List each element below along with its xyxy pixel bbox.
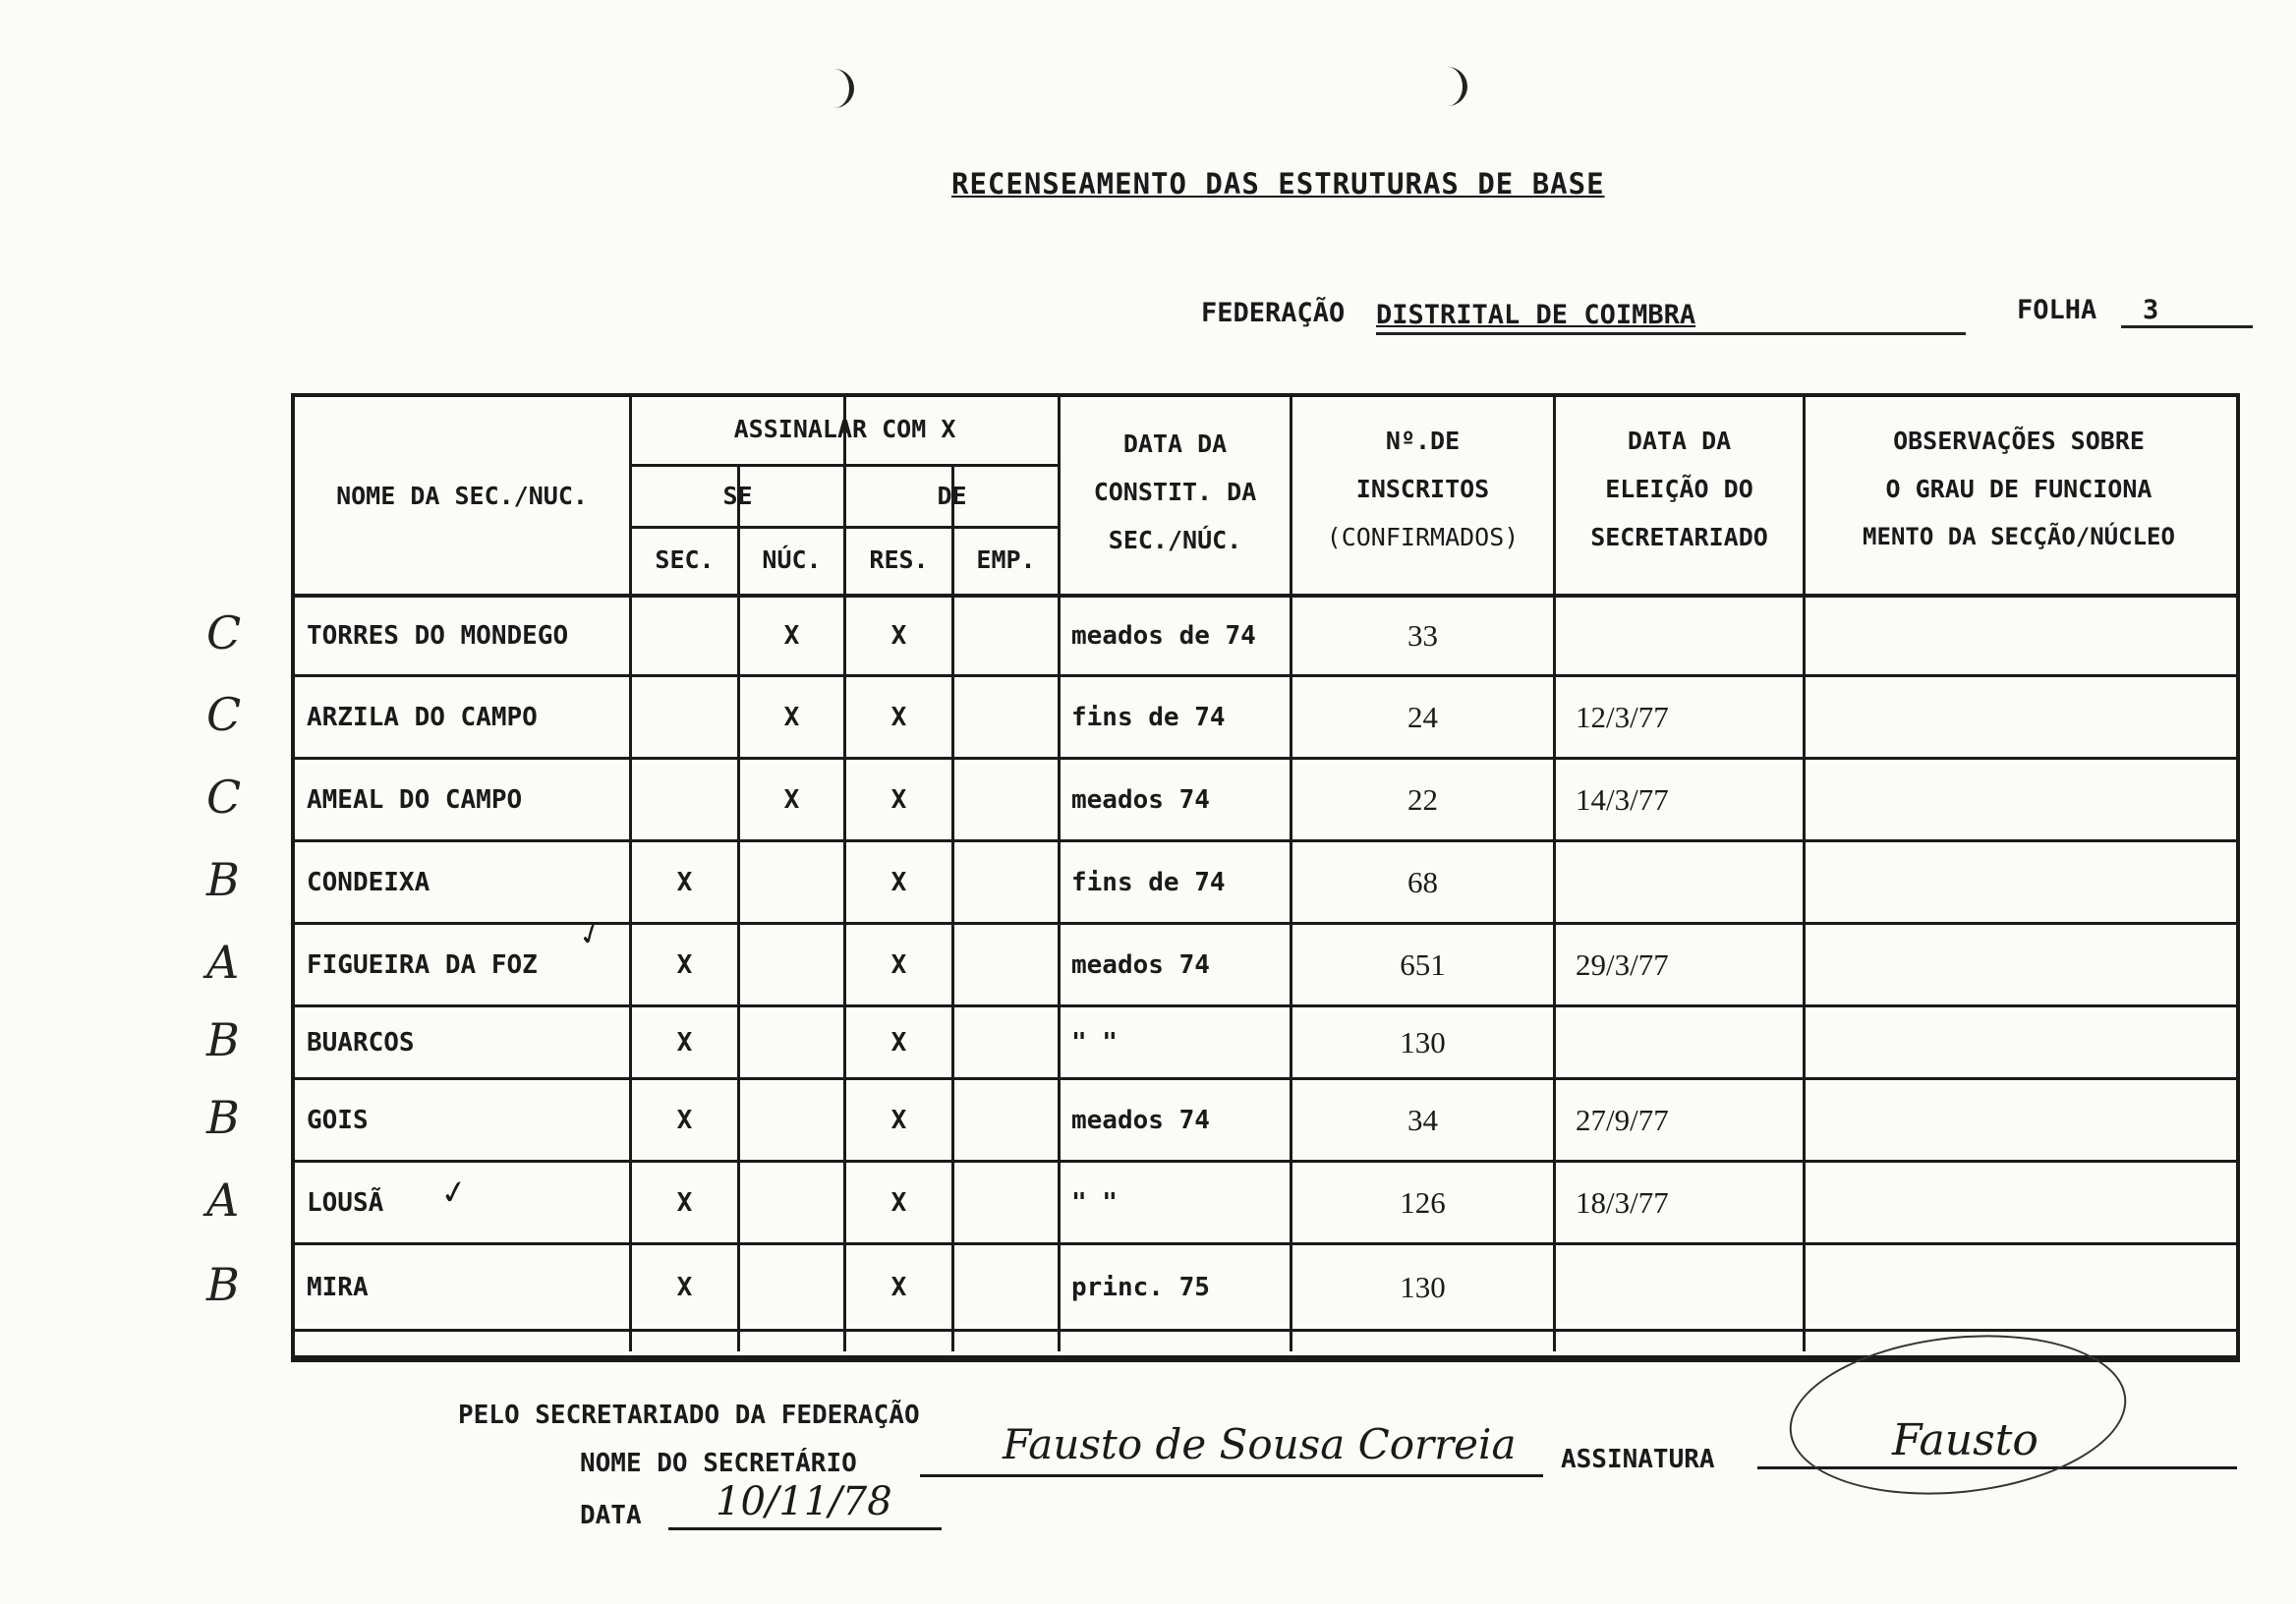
cell-name: MIRA — [307, 1272, 369, 1302]
cell-eleicao: 29/3/77 — [1576, 946, 1669, 982]
margin-class-mark: C — [206, 606, 242, 659]
cell-res: X — [890, 1105, 907, 1135]
header-data-constit-1: DATA DA — [1122, 430, 1228, 458]
cell-res: X — [890, 702, 907, 732]
folha-value: 3 — [2121, 295, 2253, 328]
document-title: RECENSEAMENTO DAS ESTRUTURAS DE BASE — [951, 167, 1605, 200]
hline — [291, 757, 2236, 760]
margin-class-mark: B — [206, 852, 240, 906]
cell-sec: X — [676, 1027, 693, 1058]
cell-eleicao: 14/3/77 — [1576, 781, 1669, 817]
federacao-value: DISTRITAL DE COIMBRA — [1376, 300, 1966, 335]
cell-res: X — [890, 1272, 907, 1302]
cell-inscritos: 130 — [1400, 1269, 1446, 1304]
cell-res: X — [890, 949, 907, 980]
margin-class-mark: B — [206, 1257, 240, 1311]
cell-inscritos: 651 — [1400, 946, 1446, 982]
margin-class-mark: A — [206, 935, 240, 989]
hline — [291, 1242, 2236, 1245]
cell-name: AMEAL DO CAMPO — [307, 784, 523, 815]
cell-constit: " " — [1071, 1027, 1118, 1058]
cell-sec: X — [676, 1187, 693, 1218]
cell-inscritos: 126 — [1400, 1184, 1446, 1220]
cell-eleicao: 27/9/77 — [1576, 1102, 1669, 1137]
hline — [291, 1077, 2236, 1080]
cell-constit: meados 74 — [1071, 1105, 1210, 1135]
checkmark-lousa: ✓ — [438, 1168, 469, 1215]
header-data-constit-3: SEC./NÚC. — [1108, 526, 1242, 554]
hline — [291, 1160, 2236, 1163]
cell-sec: X — [676, 867, 693, 897]
cell-constit: fins de 74 — [1071, 867, 1226, 897]
cell-nuc: X — [783, 702, 800, 732]
header-inscritos-1: Nº.DE — [1385, 427, 1461, 455]
header-eleicao-3: SECRETARIADO — [1590, 523, 1768, 551]
footer-nome-label: NOME DO SECRETÁRIO — [580, 1449, 857, 1478]
cell-inscritos: 130 — [1400, 1024, 1446, 1060]
margin-class-mark: C — [206, 770, 242, 824]
cell-inscritos: 68 — [1407, 864, 1438, 899]
cell-name: BUARCOS — [307, 1027, 415, 1058]
cell-nuc: X — [783, 621, 800, 651]
hline — [291, 839, 2236, 842]
cell-name: TORRES DO MONDEGO — [307, 621, 569, 651]
footer-data-value: 10/11/78 — [716, 1479, 892, 1524]
cell-inscritos: 33 — [1407, 618, 1438, 653]
hline — [291, 1004, 2236, 1007]
hline — [291, 674, 2236, 677]
cell-sec: X — [676, 949, 693, 980]
cell-name: CONDEIXA — [307, 867, 430, 897]
footer-nome-value: Fausto de Sousa Correia — [1003, 1420, 1517, 1468]
cell-constit: meados 74 — [1071, 949, 1210, 980]
header-inscritos-2: INSCRITOS — [1355, 475, 1490, 503]
punch-hole-right — [1427, 67, 1467, 106]
margin-class-mark: A — [206, 1173, 240, 1227]
punch-hole-left — [814, 69, 854, 108]
cell-nuc: X — [783, 784, 800, 815]
cell-eleicao: 18/3/77 — [1576, 1184, 1669, 1220]
folha-label: FOLHA — [2017, 295, 2097, 325]
header-sec: SEC. — [655, 545, 715, 574]
footer-pelo: PELO SECRETARIADO DA FEDERAÇÃO — [458, 1401, 920, 1430]
footer-assinatura-value: Fausto — [1892, 1415, 2038, 1465]
cell-res: X — [890, 621, 907, 651]
footer-assinatura-label: ASSINATURA — [1561, 1445, 1715, 1474]
cell-name: LOUSÃ — [307, 1187, 384, 1218]
cell-name: GOIS — [307, 1105, 369, 1135]
cell-constit: " " — [1071, 1187, 1118, 1218]
header-obs-1: OBSERVAÇÕES SOBRE — [1893, 427, 2145, 455]
header-emp: EMP. — [976, 545, 1036, 574]
margin-class-mark: C — [206, 687, 242, 741]
nome-line — [920, 1474, 1543, 1477]
header-res: RES. — [869, 545, 929, 574]
header-inscritos-3: (CONFIRMADOS) — [1326, 523, 1520, 551]
cell-res: X — [890, 784, 907, 815]
hline — [629, 526, 1058, 529]
cell-sec: X — [676, 1272, 693, 1302]
cell-name: ARZILA DO CAMPO — [307, 702, 538, 732]
header-de: DE — [937, 482, 967, 510]
header-eleicao-2: ELEIÇÃO DO — [1605, 475, 1753, 503]
header-se: SE — [722, 482, 753, 510]
header-assinalar: ASSINALAR COM X — [733, 415, 956, 443]
margin-class-mark: B — [206, 1090, 240, 1144]
hline — [629, 464, 1058, 467]
header-nuc: NÚC. — [762, 545, 822, 574]
header-eleicao-1: DATA DA — [1627, 427, 1732, 455]
cell-constit: meados 74 — [1071, 784, 1210, 815]
hline — [291, 594, 2236, 598]
data-line — [668, 1527, 942, 1530]
cell-res: X — [890, 1187, 907, 1218]
cell-name: FIGUEIRA DA FOZ — [307, 949, 538, 980]
cell-inscritos: 22 — [1407, 781, 1438, 817]
cell-constit: princ. 75 — [1071, 1272, 1210, 1302]
header-obs-3: MENTO DA SECÇÃO/NÚCLEO — [1863, 523, 2175, 550]
cell-res: X — [890, 1027, 907, 1058]
hline — [291, 1329, 2236, 1332]
header-nome: NOME DA SEC./NUC. — [336, 482, 588, 510]
federacao-label: FEDERAÇÃO — [1201, 298, 1346, 328]
header-data-constit-2: CONSTIT. DA — [1093, 478, 1257, 506]
header-obs-2: O GRAU DE FUNCIONA — [1885, 475, 2152, 503]
cell-inscritos: 24 — [1407, 699, 1438, 734]
cell-inscritos: 34 — [1407, 1102, 1438, 1137]
cell-sec: X — [676, 1105, 693, 1135]
checkmark-figueira: ✓ — [573, 911, 606, 956]
cell-res: X — [890, 867, 907, 897]
cell-constit: meados de 74 — [1071, 621, 1256, 651]
footer-data-label: DATA — [580, 1501, 642, 1530]
margin-class-mark: B — [206, 1012, 240, 1066]
cell-eleicao: 12/3/77 — [1576, 699, 1669, 734]
cell-constit: fins de 74 — [1071, 702, 1226, 732]
